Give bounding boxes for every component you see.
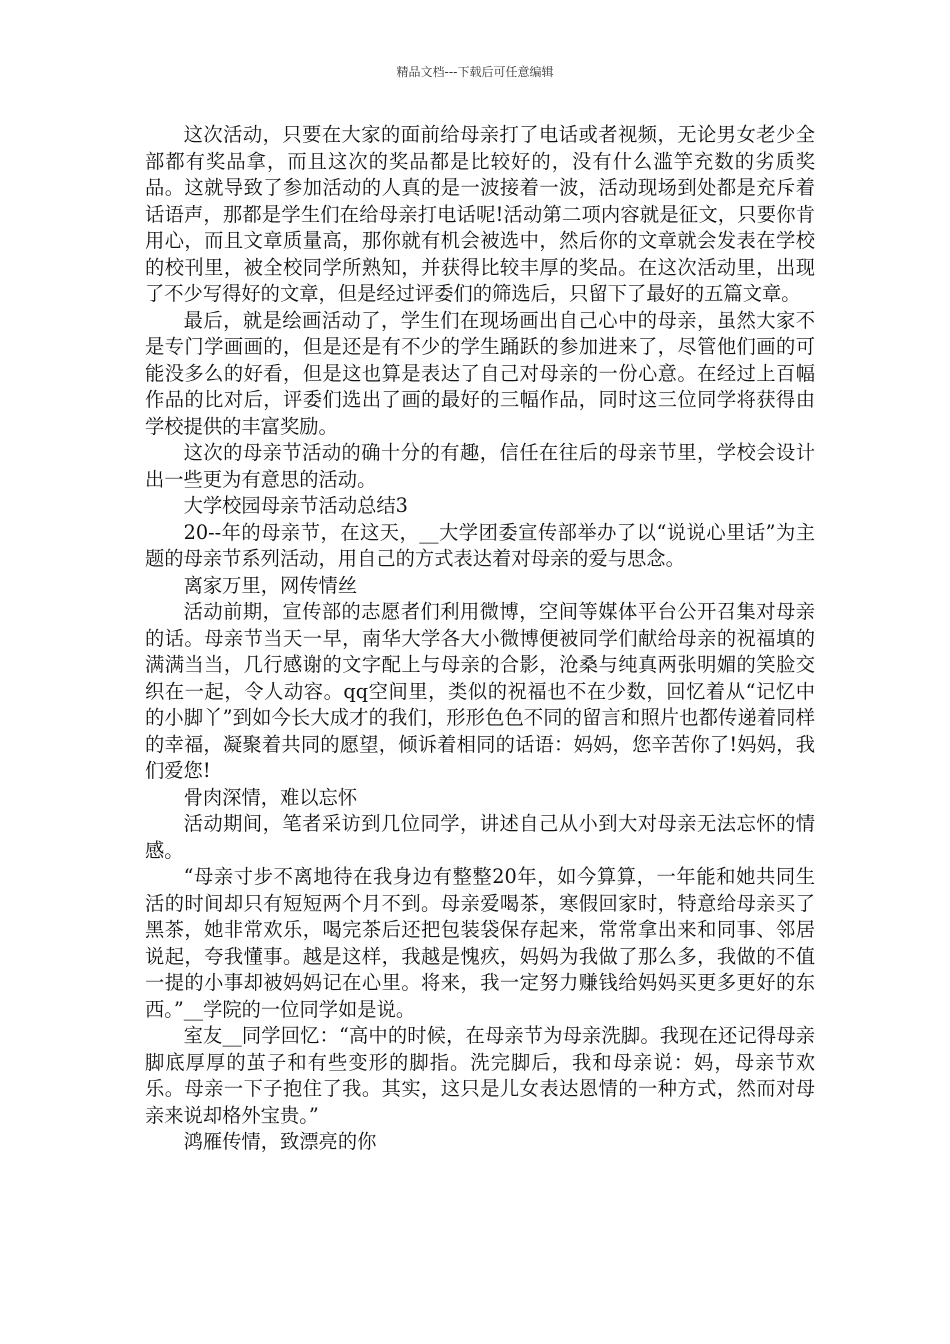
paragraph-drawing-activity: 最后，就是绘画活动了，学生们在现场画出自己心中的母亲，虽然大家不是专门学画画的，但是还是有不少的学生踊跃的参加进来了，尽管他们画的可能没多么的好看，但是这也算是表达了自己对母亲的一份心意。在经过上百幅作品的比对后，评委们选出了画的最好的三幅作品，同时这三位同学将获得由学校提供的丰富奖励。	[145, 308, 815, 438]
paragraph-quote-footwash: 室友__同学回忆：“高中的时候，在母亲节为母亲洗脚。我现在还记得母亲脚底厚厚的茧子和有些变形的脚指。洗完脚后，我和母亲说：妈，母亲节欢乐。母亲一下子抱住了我。其实，这只是儿女表达恩情的一种方式，然而对母亲来说却格外宝贵。”	[145, 1024, 815, 1127]
document-body	[145, 122, 815, 1156]
paragraph-intro: 20--年的母亲节，在这天，__大学团委宣传部举办了以“说说心里话”为主题的母亲节系列活动，用自己的方式表达着对母亲的爱与思念。	[145, 520, 815, 570]
paragraph-quote-tea: “母亲寸步不离地待在我身边有整整20年，如今算算，一年能和她共同生活的时间却只有短短两个月不到。母亲爱喝茶，寒假回家时，特意给母亲买了黑茶，她非常欢乐，喝完茶后还把包装袋保存起来，常常拿出来和同事、邻居说起，夸我懂事。越是这样，我越是愧疚，妈妈为我做了那么多，我做的不值一提的小事却被妈妈记在心里。将来，我一定努力赚钱给妈妈买更多更好的东西。”__学院的一位同学如是说。	[145, 865, 815, 1021]
subheading-letters: 鸿雁传情，致漂亮的你	[183, 1130, 377, 1153]
paragraph-online-wishes: 活动前期，宣传部的志愿者们利用微博，空间等媒体平台公开召集对母亲的话。母亲节当天一早，南华大学各大小微博便被同学们献给母亲的祝福填的满满当当，几行感谢的文字配上与母亲的合影，沧桑与纯真两张明媚的笑脸交织在一起，令人动容。qq空间里，类似的祝福也不在少数，回忆着从“记忆中的小脚丫”到如今长大成才的我们，形形色色不同的留言和照片也都传递着同样的幸福，凝聚着共同的愿望，倾诉着相同的话语：妈妈，您辛苦你了!妈妈，我们爱您!	[145, 600, 815, 782]
section-title: 大学校园母亲节活动总结3	[183, 494, 408, 517]
paragraph-activity-prizes: 这次活动，只要在大家的面前给母亲打了电话或者视频，无论男女老少全部都有奖品拿，而且这次的奖品都是比较好的，没有什么滥竽充数的劣质奖品。这就导致了参加活动的人真的是一波接着一波，活动现场到处都是充斥着话语声，那都是学生们在给母亲打电话呢!活动第二项内容就是征文，只要你肯用心，而且文章质量高，那你就有机会被选中，然后你的文章就会发表在学校的校刊里，被全校同学所熟知，并获得比较丰厚的奖品。在这次活动里，出现了不少写得好的文章，但是经过评委们的筛选后，只留下了最好的五篇文章。	[145, 123, 815, 305]
page-header: 精品文档---下载后可任意编辑	[396, 65, 554, 79]
subheading-family: 骨肉深情，难以忘怀	[183, 785, 358, 809]
subheading-online: 离家万里，网传情丝	[183, 573, 358, 597]
paragraph-conclusion: 这次的母亲节活动的确十分的有趣，信任在往后的母亲节里，学校会设计出一些更为有意思的活动。	[145, 441, 815, 491]
paragraph-interview: 活动期间，笔者采访到几位同学，讲述自己从小到大对母亲无法忘怀的情感。	[145, 812, 815, 862]
